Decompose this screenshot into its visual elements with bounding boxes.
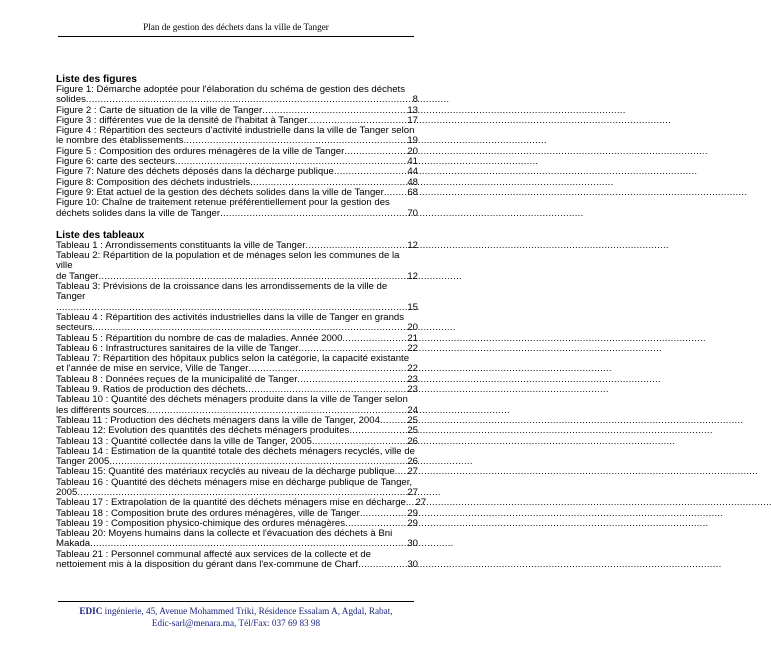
toc-entry-label: Figure 7: Nature des déchets déposés dans la décharge publique bbox=[56, 166, 334, 178]
toc-entry[interactable] bbox=[56, 282, 418, 313]
page-footer bbox=[58, 606, 414, 629]
toc-entry-label: Figure 8: Composition des déchets industriels bbox=[56, 176, 251, 188]
toc-entry-label: Tableau 9. Ratios de production des déchets bbox=[56, 384, 246, 396]
toc-entry-label: Tanger 2005 bbox=[56, 456, 110, 468]
toc-entry-label: Makada bbox=[56, 538, 91, 550]
toc-entry-label: Figure 9: Etat actuel de la gestion des déchets solides dans la ville de Tanger bbox=[56, 186, 384, 198]
toc-entry-label: le nombre des établissements bbox=[56, 135, 184, 147]
tables-section-title: Liste des tableaux bbox=[56, 229, 145, 241]
page-number: 27 bbox=[407, 486, 418, 498]
toc-entry[interactable] bbox=[56, 354, 418, 375]
toc-entry-text: Figure 1: Démarche adoptée pour l'élaboration du schéma de gestion des déchets bbox=[56, 84, 406, 95]
toc-entry-label: Tableau 11 : Production des déchets ménagers dans la ville de Tanger, 2004 bbox=[56, 414, 380, 426]
toc-entry[interactable] bbox=[56, 478, 418, 499]
page-number: 19 bbox=[407, 135, 418, 147]
page-number: 17 bbox=[407, 114, 418, 126]
toc-entry[interactable] bbox=[56, 198, 418, 219]
figures-section-title: Liste des figures bbox=[56, 74, 137, 85]
dot-leader bbox=[349, 426, 406, 436]
toc-entry-text: Figure 4 : Répartition des secteurs d'activité industrielle dans la ville de Tanger selon bbox=[56, 125, 415, 137]
toc-entry-text: Figure 10: Chaîne de traitement retenue préférentiellement pour la gestion des bbox=[56, 197, 390, 209]
page-number: 26 bbox=[407, 456, 418, 468]
toc-entry-label: de Tanger bbox=[56, 270, 99, 282]
header-title: Plan de gestion des déchets dans la ville de Tanger bbox=[143, 22, 329, 32]
toc-entry[interactable] bbox=[56, 251, 418, 282]
toc-entry-line bbox=[56, 560, 418, 570]
footer-line-1 bbox=[58, 606, 414, 618]
toc-entry-line bbox=[56, 426, 418, 436]
toc-entry[interactable] bbox=[56, 126, 418, 147]
toc-entry-label: solides bbox=[56, 94, 86, 106]
header-divider bbox=[58, 36, 414, 37]
page-number: 12 bbox=[407, 239, 418, 251]
toc-entry-label: Figure 2 : Carte de situation de la ville de Tanger bbox=[56, 104, 263, 116]
toc-entry-label: Tableau 8 : Données reçues de la municipalité de Tanger bbox=[56, 373, 298, 385]
page-number: 20 bbox=[407, 145, 418, 157]
page-number: 25 bbox=[407, 414, 418, 426]
dot-leader bbox=[358, 560, 406, 570]
footer-address: ingénierie, 45, Avenue Mohammed Triki, Résidence Essalam A, Agdal, Rabat, bbox=[102, 606, 393, 616]
toc-entry-label: Tableau 6 : Infrastructures sanitaires de la ville de Tanger bbox=[56, 342, 299, 354]
toc-entry[interactable] bbox=[56, 395, 418, 416]
page-number: 20 bbox=[407, 322, 418, 334]
toc-entry-label: Tableau 18 : Composition brute des ordures ménagères, ville de Tanger bbox=[56, 507, 360, 519]
page-number: 26 bbox=[407, 435, 418, 447]
toc-entry-label: Tableau 17 : Extrapolation de la quantité des déchets ménagers mise en décharge. bbox=[56, 497, 409, 509]
toc-entry-label: Tableau 5 : Répartition du nombre de cas de maladies. Année 2000 bbox=[56, 332, 343, 344]
figures-list bbox=[56, 85, 418, 219]
toc-entry-text: Tableau 21 : Personnel communal affecté aux services de la collecte et de bbox=[56, 548, 372, 560]
page-number: 25 bbox=[407, 425, 418, 437]
toc-entry-line bbox=[56, 323, 418, 333]
toc-entry-label: nettoiement mis à la disposition du gérant dans l'ex-commune de Charf bbox=[56, 559, 359, 571]
toc-entry-label: Tableau 12: Evolution des quantités des déchets ménagers produites bbox=[56, 425, 350, 437]
page-number: 13 bbox=[407, 104, 418, 116]
footer-brand: EDIC bbox=[79, 606, 103, 616]
page-number: 30 bbox=[407, 559, 418, 571]
page-number: 15 bbox=[407, 301, 418, 313]
toc-entry[interactable] bbox=[56, 447, 418, 468]
page-number: 70 bbox=[407, 207, 418, 219]
toc-entry[interactable] bbox=[56, 85, 418, 106]
toc-entry-label: Figure 6: carte des secteurs bbox=[56, 156, 175, 168]
page-number: 29 bbox=[407, 507, 418, 519]
toc-entry-text: Tableau 3: Prévisions de la croissance dans les arrondissements de la ville de Tanger bbox=[56, 281, 388, 303]
toc-entry-label: Tableau 15: Quantité des matériaux recyclés au niveau de la décharge publique bbox=[56, 466, 395, 478]
toc-entry-text: Tableau 20: Moyens humains dans la collecte et l'évacuation des déchets à Bni bbox=[56, 528, 393, 540]
page-number: 8 bbox=[412, 94, 418, 106]
toc-entry-text: Tableau 2: Répartition de la population et de ménages selon les communes de la ville bbox=[56, 250, 400, 272]
section-spacer bbox=[56, 219, 418, 230]
toc-entry-text: Tableau 10 : Quantité des déchets ménagers produite dans la ville de Tanger selon bbox=[56, 394, 408, 406]
toc-entry-label: secteurs bbox=[56, 322, 93, 334]
toc-entry-label: les différents sources bbox=[56, 404, 147, 416]
table-of-figures-and-tables bbox=[56, 74, 427, 571]
toc-entry-text: Tableau 14 : Estimation de la quantité totale des déchets ménagers recyclés, ville de bbox=[56, 445, 415, 457]
toc-entry-label: et l'année de mise en service, Ville de Tanger bbox=[56, 363, 249, 375]
page-number: 68 bbox=[407, 186, 418, 198]
toc-entry[interactable] bbox=[56, 426, 418, 436]
page-number: 22 bbox=[407, 363, 418, 375]
tables-list bbox=[56, 239, 427, 571]
toc-entry-label: déchets solides dans la ville de Tanger bbox=[56, 207, 221, 219]
toc-entry-label: 2005 bbox=[56, 486, 78, 498]
toc-entry-line bbox=[56, 209, 418, 219]
page-number: 24 bbox=[407, 404, 418, 416]
dot-leader bbox=[220, 209, 406, 219]
page-number: 22 bbox=[407, 342, 418, 354]
page-number: 48 bbox=[407, 176, 418, 188]
toc-entry-text: Tableau 16 : Quantité des déchets ménagers mise en décharge publique de Tanger, bbox=[56, 476, 413, 488]
toc-entry[interactable] bbox=[56, 313, 418, 334]
toc-entry-text: Tableau 4 : Répartition des activités industrielles dans la ville de Tanger en grands bbox=[56, 311, 405, 323]
page-number: 30 bbox=[407, 538, 418, 550]
page-number: 21 bbox=[407, 332, 418, 344]
page-number: 27 bbox=[407, 466, 418, 478]
page-number: 23 bbox=[407, 384, 418, 396]
toc-entry-label: Figure 5 : Composition des ordures ménagères de la ville de Tanger bbox=[56, 145, 345, 157]
dot-leader bbox=[92, 323, 406, 333]
toc-entry-label: Tableau 13 : Quantité collectée dans la ville de Tanger, 2005 bbox=[56, 435, 312, 447]
page-number: 12 bbox=[407, 270, 418, 282]
page-number: 23 bbox=[407, 373, 418, 385]
footer-divider bbox=[58, 601, 414, 602]
page-header bbox=[58, 22, 414, 32]
page-number: 29 bbox=[407, 517, 418, 529]
footer-line-2: Edic-sarl@menara.ma, Tél/Fax: 037 69 83 98 bbox=[151, 617, 321, 628]
page-number: 44 bbox=[407, 166, 418, 178]
toc-entry-text: Tableau 7: Répartition des hôpitaux publics selon la catégorie, la capacité existante bbox=[56, 353, 410, 365]
toc-entry[interactable] bbox=[56, 529, 418, 550]
toc-entry-label: Tableau 19 : Composition physico-chimique des ordures ménagères bbox=[56, 517, 346, 529]
toc-entry-label: Figure 3 : différentes vue de la densité de l'habitat à Tanger bbox=[56, 114, 308, 126]
page-number: 27 bbox=[415, 497, 427, 509]
page-number: 41 bbox=[407, 156, 418, 168]
toc-entry[interactable] bbox=[56, 550, 418, 571]
toc-entry-label: Tableau 1 : Arrondissements constituants la ville de Tanger bbox=[56, 239, 306, 251]
